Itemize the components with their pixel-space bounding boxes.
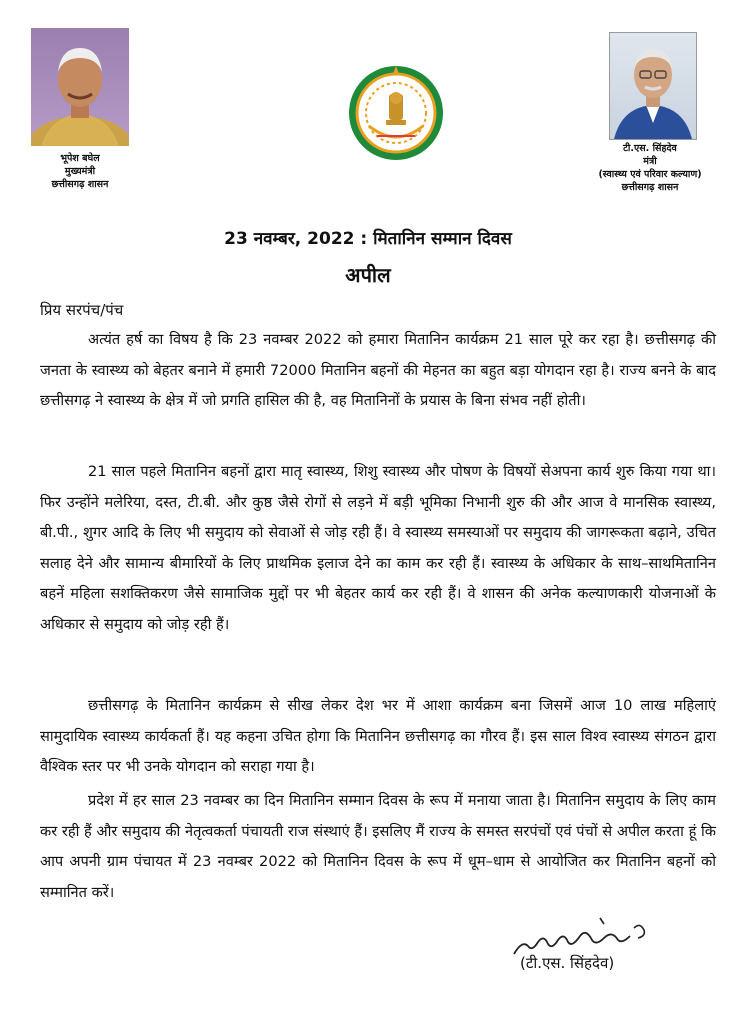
salutation: प्रिय सरपंच/पंच bbox=[40, 301, 124, 319]
health-minister-caption bbox=[570, 142, 730, 194]
left-person-office: छत्तीसगढ़ शासन bbox=[51, 179, 109, 190]
right-person-designation: मंत्री bbox=[643, 156, 657, 167]
chhattisgarh-state-emblem-icon bbox=[347, 64, 445, 162]
chief-minister-caption bbox=[10, 152, 150, 191]
document-subtitle: अपील bbox=[345, 263, 391, 287]
paragraph-4: प्रदेश में हर साल 23 नवम्बर का दिन मितानिन सम्मान दिवस के रूप में मनाया जाता है। मितानिन समुदाय के लिए काम कर रही हैं और समुदाय की नेतृत्वकर्ता पंचायती राज संस्थाएं हैं। इसलिए मैं राज्य के समस्त सरपंचों एवं पंचों से अपील करता हूं कि आप अपनी ग्राम पंचायत में 23 नवम्बर 2022 को मितानिन दिवस के रूप में धूम–धाम से आयोजित कर मितानिन बहनों को सम्मानित करें। bbox=[40, 792, 716, 901]
health-minister-photo bbox=[609, 32, 697, 140]
document-title: 23 नवम्बर, 2022 : मितानिन सम्मान दिवस bbox=[224, 229, 512, 249]
right-person-department: (स्वास्थ्य एवं परिवार कल्याण) bbox=[598, 169, 702, 180]
left-person-designation: मुख्यमंत्री bbox=[64, 166, 96, 177]
right-person-office: छत्तीसगढ़ शासन bbox=[621, 182, 679, 193]
left-person-name: भूपेश बघेल bbox=[60, 153, 100, 164]
right-person-name: टी.एस. सिंहदेव bbox=[623, 143, 677, 154]
signatory-name: (टी.एस. सिंहदेव) bbox=[520, 954, 615, 972]
chief-minister-photo bbox=[31, 28, 129, 146]
paragraph-2: 21 साल पहले मितानिन बहनों द्वारा मातृ स्वास्थ्य, शिशु स्वास्थ्य और पोषण के विषयों सेअपना कार्य शुरु किया गया था। फिर उन्होंने मलेरिया, दस्त, टी.बी. और कुष्ठ जैसे रोगों से लड़ने में बड़ी भूमिका निभानी शुरु की और आज वे मानसिक स्वास्थ्य, बी.पी., शुगर आदि के लिए भी समुदाय को सेवाओं से जोड़ रही हैं। वे स्वास्थ्य समस्याओं पर समुदाय की जागरूकता बढ़ाने, उचित सलाह देने और सामान्य बीमारियों के लिए प्राथमिक इलाज देने का काम कर रही हैं। स्वास्थ्य के अधिकार के साथ–साथमितानिन बहनें महिला सशक्तिकरण जैसे सामाजिक मुद्दों पर भी बेहतर कार्य कर रही हैं। वे शासन की अनेक कल्याणकारी योजनाओं के अधिकार से समुदाय को जोड़ रही हैं। bbox=[40, 463, 716, 633]
paragraph-3: छत्तीसगढ़ के मितानिन कार्यक्रम से सीख लेकर देश भर में आशा कार्यक्रम बना जिसमें आज 10 लाख महिलाएं सामुदायिक स्वास्थ्य कार्यकर्ता हैं। यह कहना उचित होगा कि मितानिन छत्तीसगढ़ का गौरव हैं। इस साल विश्व स्वास्थ्य संगठन द्वारा वैश्विक स्तर पर भी उनके योगदान को सराहा गया है। bbox=[40, 697, 716, 775]
paragraph-1: अत्यंत हर्ष का विषय है कि 23 नवम्बर 2022 को हमारा मितानिन कार्यक्रम 21 साल पूरे कर रहा है। छत्तीसगढ़ की जनता के स्वास्थ्य को बेहतर बनाने में हमारी 72000 मितानिन बहनों की मेहनत का बहुत बड़ा योगदान रहा है। राज्य बनने के बाद छत्तीसगढ़ ने स्वास्थ्य के क्षेत्र में जो प्रगति हासिल की है, वह मितानिनों के प्रयास के बिना संभव नहीं होती। bbox=[40, 331, 716, 409]
